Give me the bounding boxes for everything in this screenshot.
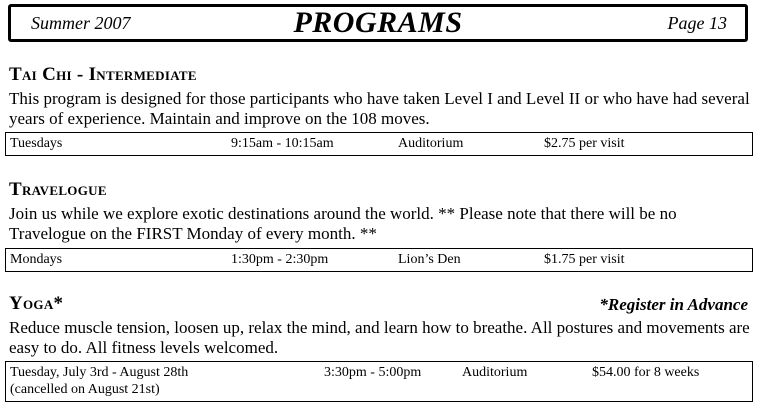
schedule-time: 1:30pm - 2:30pm: [231, 252, 329, 267]
schedule-day-note: (cancelled on August 21st): [10, 382, 160, 397]
season-label: Summer 2007: [31, 13, 131, 33]
schedule-row-yoga: [5, 361, 753, 402]
schedule-fee: $54.00 for 8 weeks: [592, 365, 700, 380]
page-header: [8, 4, 748, 42]
schedule-day: Tuesdays: [10, 136, 63, 151]
schedule-location: Auditorium: [462, 365, 528, 380]
program-title-yoga: Yoga*: [9, 293, 64, 314]
schedule-day: Mondays: [10, 252, 63, 267]
schedule-row-travelogue: [5, 248, 753, 272]
schedule-time: 3:30pm - 5:00pm: [324, 365, 422, 380]
program-title-tai-chi: Tai Chi - Intermediate: [9, 64, 197, 85]
program-title-travelogue: Travelogue: [9, 179, 107, 200]
register-note: *Register in Advance: [599, 295, 748, 314]
schedule-fee: $1.75 per visit: [544, 252, 625, 267]
program-description-yoga: Reduce muscle tension, loosen up, relax the mind, and learn how to breathe. All postures and movements are easy to do. All fitness levels welcomed.: [9, 318, 750, 357]
schedule-location: Auditorium: [398, 136, 464, 151]
page-title: PROGRAMS: [293, 6, 463, 39]
schedule-time: 9:15am - 10:15am: [231, 136, 334, 151]
schedule-row-tai-chi: [5, 132, 753, 156]
program-description-tai-chi: This program is designed for those participants who have taken Level I and Level II or who have had several years of experience. Maintain and improve on the 108 moves.: [9, 89, 750, 128]
program-description-travelogue: Join us while we explore exotic destinations around the world. ** Please note that there will be no Travelogue on the FIRST Monday of every month. **: [9, 204, 677, 243]
page-number: Page 13: [667, 13, 727, 33]
schedule-location: Lion’s Den: [398, 252, 461, 267]
schedule-day: Tuesday, July 3rd - August 28th: [10, 365, 189, 380]
schedule-fee: $2.75 per visit: [544, 136, 625, 151]
